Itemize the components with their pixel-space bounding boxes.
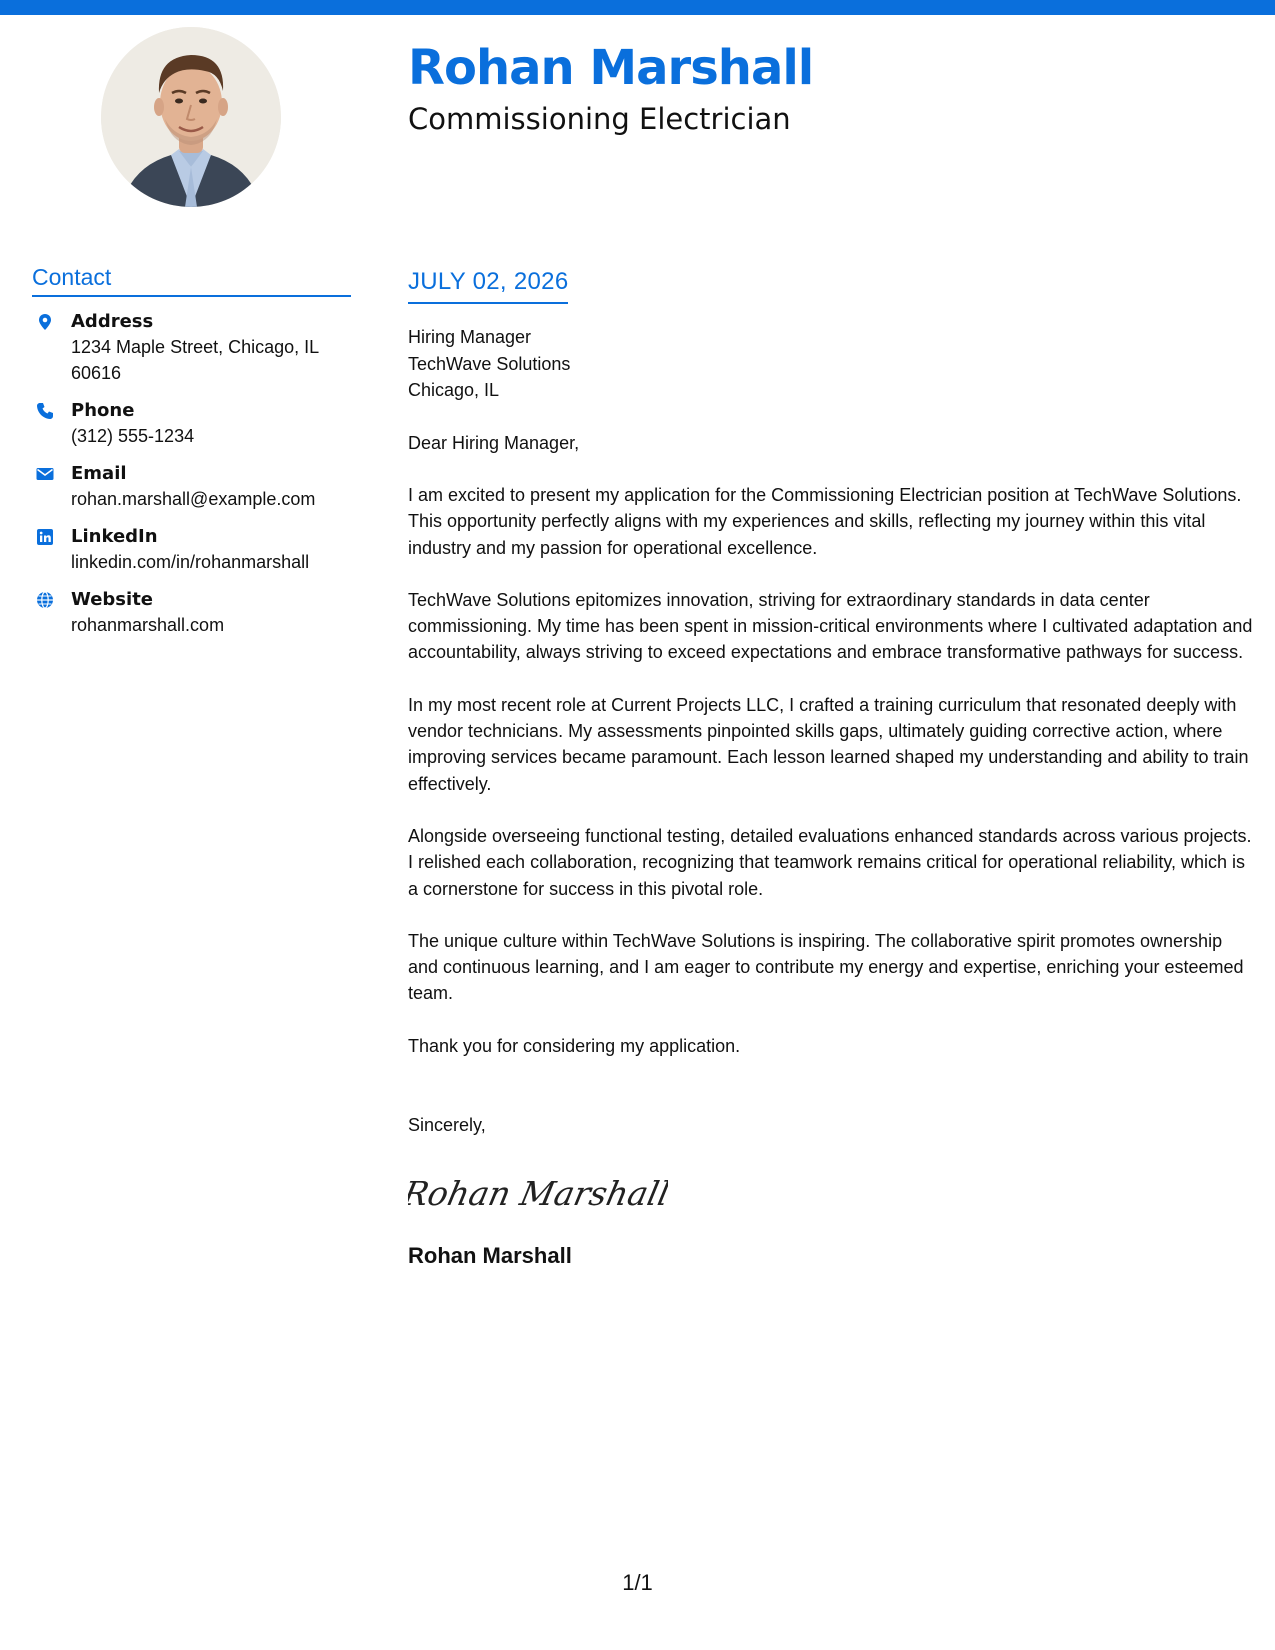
contact-item-phone (32, 399, 351, 449)
handwritten-signature (408, 1163, 1253, 1223)
contact-label: LinkedIn (71, 526, 158, 547)
contact-sidebar (32, 264, 351, 651)
email-value: rohan.marshall@example.com (71, 489, 316, 509)
applicant-name: Rohan Marshall (408, 40, 814, 96)
letter-date: JULY 02, 2026 (408, 268, 568, 304)
envelope-icon (36, 465, 54, 483)
phone-icon (36, 402, 54, 420)
globe-icon (36, 591, 54, 609)
contact-item-linkedin (32, 525, 351, 575)
letter-paragraph: Alongside overseeing functional testing, detailed evaluations enhanced standards across various projects. I relished each collaboration, recognizing that teamwork remains critical for operational reliability, which is a cornerstone for success in this pivotal role. (408, 825, 1252, 899)
contact-item-email (32, 462, 351, 512)
contact-label: Phone (71, 400, 135, 421)
contact-label: Address (71, 311, 154, 332)
linkedin-icon (36, 528, 54, 546)
website-value[interactable]: rohanmarshall.com (71, 615, 225, 635)
closing: Sincerely, (408, 1115, 486, 1136)
signer-name: Rohan Marshall (408, 1242, 572, 1268)
letter-paragraph: The unique culture within TechWave Solutions is inspiring. The collaborative spirit promotes ownership and continuous learning, and I am eager to contribute my energy and expertise, enriching your esteemed team. (408, 930, 1244, 1004)
letter-paragraph: In my most recent role at Current Projects LLC, I crafted a training curriculum that resonated deeply with vendor technicians. My assessments pinpointed skills gaps, ultimately guiding corrective action, where improving services became paramount. Each lesson learned shaped my understanding and ability to train effectively. (408, 694, 1249, 794)
contact-label: Email (71, 463, 127, 484)
salutation: Dear Hiring Manager, (408, 432, 580, 453)
letter-paragraph: Thank you for considering my application. (408, 1035, 741, 1056)
profile-photo (101, 27, 281, 207)
letter-body (408, 268, 1253, 1269)
recipient-line: Chicago, IL (408, 380, 500, 400)
letter-paragraph: I am excited to present my application for the Commissioning Electrician position at TechWave Solutions. This opportunity perfectly aligns with my experiences and skills, reflecting my journey within this vital industry and my passion for operational excellence. (408, 485, 1242, 558)
contact-label: Website (71, 589, 154, 610)
linkedin-value[interactable]: linkedin.com/in/rohanmarshall (71, 552, 310, 572)
map-pin-icon (36, 313, 54, 331)
page-number: 1/1 (622, 1570, 653, 1595)
contact-item-address (32, 310, 351, 386)
recipient-line: Hiring Manager (408, 327, 532, 347)
contact-item-website (32, 588, 351, 638)
recipient-block (408, 324, 1253, 404)
job-title: Commissioning Electrician (408, 102, 791, 136)
recipient-line: TechWave Solutions (408, 353, 571, 374)
address-value: 1234 Maple Street, Chicago, IL 60616 (71, 337, 319, 383)
phone-value: (312) 555-1234 (71, 426, 195, 446)
svg-text:Rohan Marshall: Rohan Marshall (408, 1173, 668, 1213)
contact-heading: Contact (32, 264, 351, 297)
top-accent-bar (0, 0, 1275, 15)
letter-paragraph: TechWave Solutions epitomizes innovation, striving for extraordinary standards in data center commissioning. My time has been spent in mission-critical environments where I cultivated adaptation and accountability, always striving to exceed expectations and embrace transformative pathways for success. (408, 589, 1253, 663)
